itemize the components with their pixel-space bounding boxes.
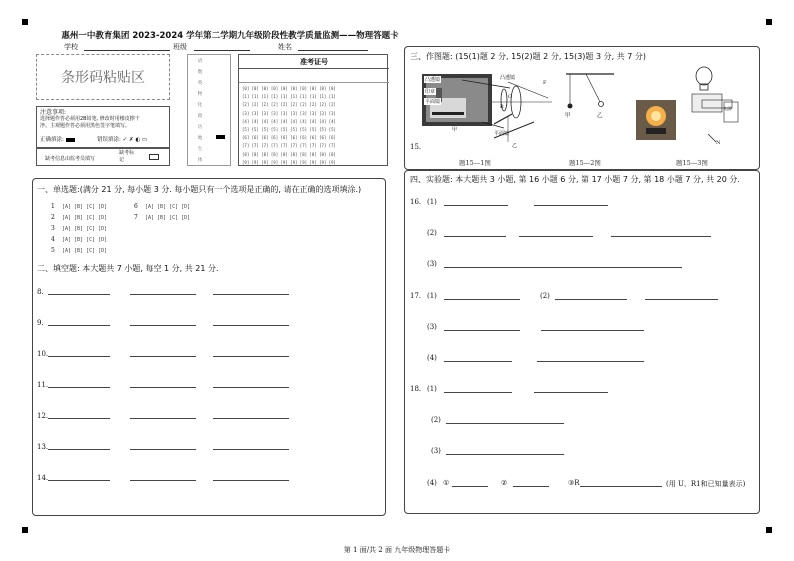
answer-blank[interactable] xyxy=(213,449,289,450)
wrong-fill-icons: ✓ ✗ ◐ ▭ xyxy=(122,137,148,143)
pendulum-diagram xyxy=(562,70,622,120)
fig-label: 甲 xyxy=(565,113,571,119)
part-label: (3) xyxy=(431,447,441,455)
question-number: 4 xyxy=(51,236,55,243)
part-label: (4) xyxy=(427,354,437,362)
sub-part-label: ① xyxy=(443,479,450,487)
question-number: 14. xyxy=(37,474,49,482)
fig-label: 乙 xyxy=(597,113,603,119)
corner-mark xyxy=(22,19,28,25)
fig-label: 电源 xyxy=(724,106,732,111)
part-label: (3) xyxy=(427,323,437,331)
fig-label: 凸透镜 xyxy=(425,77,441,83)
subject-filled-mark xyxy=(216,135,225,139)
question-number: 2 xyxy=(51,214,55,221)
part-label: (2) xyxy=(431,416,441,424)
class-field[interactable] xyxy=(194,50,250,51)
filled-bubble-icon xyxy=(66,138,75,142)
answer-blank[interactable] xyxy=(213,325,289,326)
notes-box xyxy=(36,106,170,148)
question-number: 10. xyxy=(37,350,49,358)
wrong-fill-label: 错误填涂: xyxy=(97,137,121,143)
exam-id-title: 准考证号 xyxy=(239,55,389,69)
subject-cell: 数 xyxy=(197,70,203,75)
section2-title: 二、填空题: 本大题共 7 小题, 每空 1 分, 共 21 分. xyxy=(37,264,219,273)
absent-mark-label: 缺考标记 xyxy=(119,150,135,163)
electromagnet-diagram xyxy=(686,64,746,148)
answer-blank[interactable] xyxy=(48,449,110,450)
sub-part-label: ② xyxy=(501,479,508,487)
answer-blank[interactable] xyxy=(444,392,512,393)
name-label: 姓名 xyxy=(278,43,292,51)
name-field[interactable] xyxy=(298,50,368,51)
answer-blank[interactable] xyxy=(444,330,520,331)
answer-blank[interactable] xyxy=(48,480,110,481)
notes-line: 净。主观题作答必须用黑色签字笔填写。 xyxy=(40,123,131,129)
question-number: 9. xyxy=(37,319,44,327)
subject-cell: 化 xyxy=(197,103,203,108)
notes-line: 选择题作答必须用2B铅笔, 修改时用橡皮擦干 xyxy=(40,116,140,122)
mc-options[interactable]: [A] [B] [C] [D] xyxy=(62,237,108,243)
subject-cell: 地 xyxy=(197,136,203,141)
class-label: 班级 xyxy=(173,43,187,51)
answer-blank[interactable] xyxy=(48,294,110,295)
fig-label: 平面镜 xyxy=(494,131,510,137)
school-label: 学校 xyxy=(64,43,78,51)
page-footer: 第 1 面/共 2 面 九年级物理答题卡 xyxy=(343,546,451,554)
subject-cell: 语 xyxy=(197,59,203,64)
section3-title: 三、作图题: (15(1)题 2 分, 15(2)题 2 分, 15(3)题 3 分, 共 7 分) xyxy=(410,52,646,61)
corner-mark xyxy=(766,527,772,533)
subject-cell: 生 xyxy=(197,147,203,152)
part-label: (2) xyxy=(540,292,550,300)
mc-options[interactable]: [A] [B] [C] [D] xyxy=(62,204,108,210)
school-field[interactable] xyxy=(84,50,170,51)
question-number: 15. xyxy=(410,143,422,151)
figure-caption: 题15—3图 xyxy=(676,159,708,167)
answer-blank[interactable] xyxy=(444,205,508,206)
answer-blank[interactable] xyxy=(580,486,662,487)
answer-blank[interactable] xyxy=(444,236,506,237)
answer-blank[interactable] xyxy=(534,205,608,206)
figure-15-3-diagram[interactable] xyxy=(686,64,746,148)
answer-blank[interactable] xyxy=(213,418,289,419)
question-number: 11. xyxy=(37,381,49,389)
bulb-photo xyxy=(636,100,676,140)
answer-blank[interactable] xyxy=(48,387,110,388)
mc-options[interactable]: [A] [B] [C] [D] xyxy=(145,204,191,210)
subject-cell: 体 xyxy=(197,158,203,163)
fig-label: N xyxy=(716,140,721,146)
question-number: 16. xyxy=(410,198,422,206)
question-number: 18. xyxy=(410,385,422,393)
barcode-area xyxy=(36,54,170,100)
answer-blank[interactable] xyxy=(452,486,488,487)
question-number: 1 xyxy=(51,203,55,210)
answer-blank[interactable] xyxy=(130,294,196,295)
figure-caption: 题15—1图 xyxy=(459,159,491,167)
answer-blank[interactable] xyxy=(130,325,196,326)
subject-cell: 物 xyxy=(197,92,203,97)
answer-blank[interactable] xyxy=(444,267,682,268)
subject-column xyxy=(187,54,231,166)
answer-blank[interactable] xyxy=(537,361,644,362)
exam-id-input-row[interactable] xyxy=(239,69,389,83)
question-number: 17. xyxy=(410,292,422,300)
exam-id-bubble-grid[interactable]: [0] [0] [0] [0] [0] [0] [0] [0] [0] [0] [1] [1] [1] [1] [1] [1] [1] [1] [1] [1] [2] [2] [2] [2] [2] [2] [2] [2] [2] [2] [3] [3] [3] [3] [3] [3] [3] [3] [3] [3] [4] [4] [4] [4] [4] [4] [4] [4] [4] [4] [5] [5] [5] [5] [5] [5] [5] [5] [5] [5] [6] [6] [6] [6] [6] [6] [6] [6] [6] [6] [7] [7] [7] [7] [7] [7] [7] [7] [7] [7] [8] [8] [8] [8] [8] [8] [8] [8] [8] [8] [9] [9] [9] [9] [9] [9] [9] [9] [9] [9] xyxy=(242,86,336,165)
correct-fill-label: 正确填涂: xyxy=(40,137,64,143)
mc-options[interactable]: [A] [B] [C] [D] xyxy=(145,215,191,221)
fig-label: 印章 xyxy=(425,89,436,95)
answer-blank[interactable] xyxy=(444,299,520,300)
barcode-label: 条形码粘贴区 xyxy=(61,70,145,86)
answer-blank[interactable] xyxy=(446,454,564,455)
figure-15-2[interactable] xyxy=(562,70,622,120)
fig-label: O xyxy=(508,94,513,100)
answer-blank[interactable] xyxy=(130,480,196,481)
fig-label: 凸透镜 xyxy=(500,75,516,81)
question-number: 5 xyxy=(51,247,55,254)
mc-options[interactable]: [A] [B] [C] [D] xyxy=(62,215,108,221)
part-label: (1) xyxy=(427,385,437,393)
answer-blank[interactable] xyxy=(534,392,608,393)
figure-15-1-diagram[interactable] xyxy=(488,72,554,152)
answer-blank[interactable] xyxy=(513,486,549,487)
absent-box xyxy=(36,148,170,166)
fig-label: B xyxy=(500,104,504,110)
answer-blank[interactable] xyxy=(213,356,289,357)
answer-blank[interactable] xyxy=(541,330,644,331)
part-label: (4) xyxy=(427,479,437,487)
figure-caption: 题15—2图 xyxy=(569,159,601,167)
question-number: 6 xyxy=(134,203,138,210)
page-title: 惠州一中教育集团 2023-2024 学年第二学期九年级阶段性教学质量监测——物理答题卡 xyxy=(61,31,399,41)
part-label: (3) xyxy=(427,260,437,268)
question-number: 3 xyxy=(51,225,55,232)
experiment-panel xyxy=(404,170,760,514)
corner-mark xyxy=(22,527,28,533)
mc-options[interactable]: [A] [B] [C] [D] xyxy=(62,226,108,232)
answer-blank[interactable] xyxy=(48,325,110,326)
answer-blank[interactable] xyxy=(213,294,289,295)
exam-id-box xyxy=(238,54,388,166)
fig-label: 乙 xyxy=(512,143,518,149)
part-label: (2) xyxy=(427,229,437,237)
answer-blank[interactable] xyxy=(130,387,196,388)
answer-blank[interactable] xyxy=(555,299,627,300)
section4-title: 四、实验题: 本大题共 3 小题, 第 16 小题 6 分, 第 17 小题 7 分, 第 18 小题 7 分, 共 20 分. xyxy=(410,175,740,184)
sub-part-label: ③R xyxy=(568,479,580,487)
fig-label: 平面镜 xyxy=(425,99,441,105)
answer-blank[interactable] xyxy=(444,361,512,362)
fig-label: F xyxy=(543,80,547,86)
answer-blank[interactable] xyxy=(446,423,564,424)
subject-cell: 政 xyxy=(197,114,203,119)
figure-15-3-photo xyxy=(636,100,676,140)
question-number: 12. xyxy=(37,412,49,420)
answer-blank[interactable] xyxy=(213,387,289,388)
question-number: 13. xyxy=(37,443,49,451)
question-number: 7 xyxy=(134,214,138,221)
notes-title: 注意事项: xyxy=(40,109,67,116)
part-label: (1) xyxy=(427,292,437,300)
part-label: (1) xyxy=(427,198,437,206)
section1-title: 一、单选题:(满分 21 分, 每小题 3 分. 每小题只有一个选项是正确的, 请在正确的选项填涂.) xyxy=(37,185,362,194)
answer-blank[interactable] xyxy=(645,299,718,300)
answer-blank[interactable] xyxy=(130,449,196,450)
answer-blank[interactable] xyxy=(130,418,196,419)
answer-blank[interactable] xyxy=(611,236,711,237)
answer-blank[interactable] xyxy=(213,480,289,481)
corner-mark xyxy=(766,19,772,25)
formula-note: (用 U、R1和已知量表示) xyxy=(666,480,746,488)
answer-blank[interactable] xyxy=(519,236,593,237)
absent-mark-checkbox[interactable] xyxy=(149,154,159,160)
fig-label: 甲 xyxy=(452,127,458,133)
mc-options[interactable]: [A] [B] [C] [D] xyxy=(62,248,108,254)
answer-blank[interactable] xyxy=(48,418,110,419)
answer-blank[interactable] xyxy=(48,356,110,357)
answer-blank[interactable] xyxy=(130,356,196,357)
subject-cell: 历 xyxy=(197,125,203,130)
subject-cell: 英 xyxy=(197,81,203,86)
absent-note: 缺考信息由监考员填写 xyxy=(45,156,96,162)
question-number: 8. xyxy=(37,288,44,296)
